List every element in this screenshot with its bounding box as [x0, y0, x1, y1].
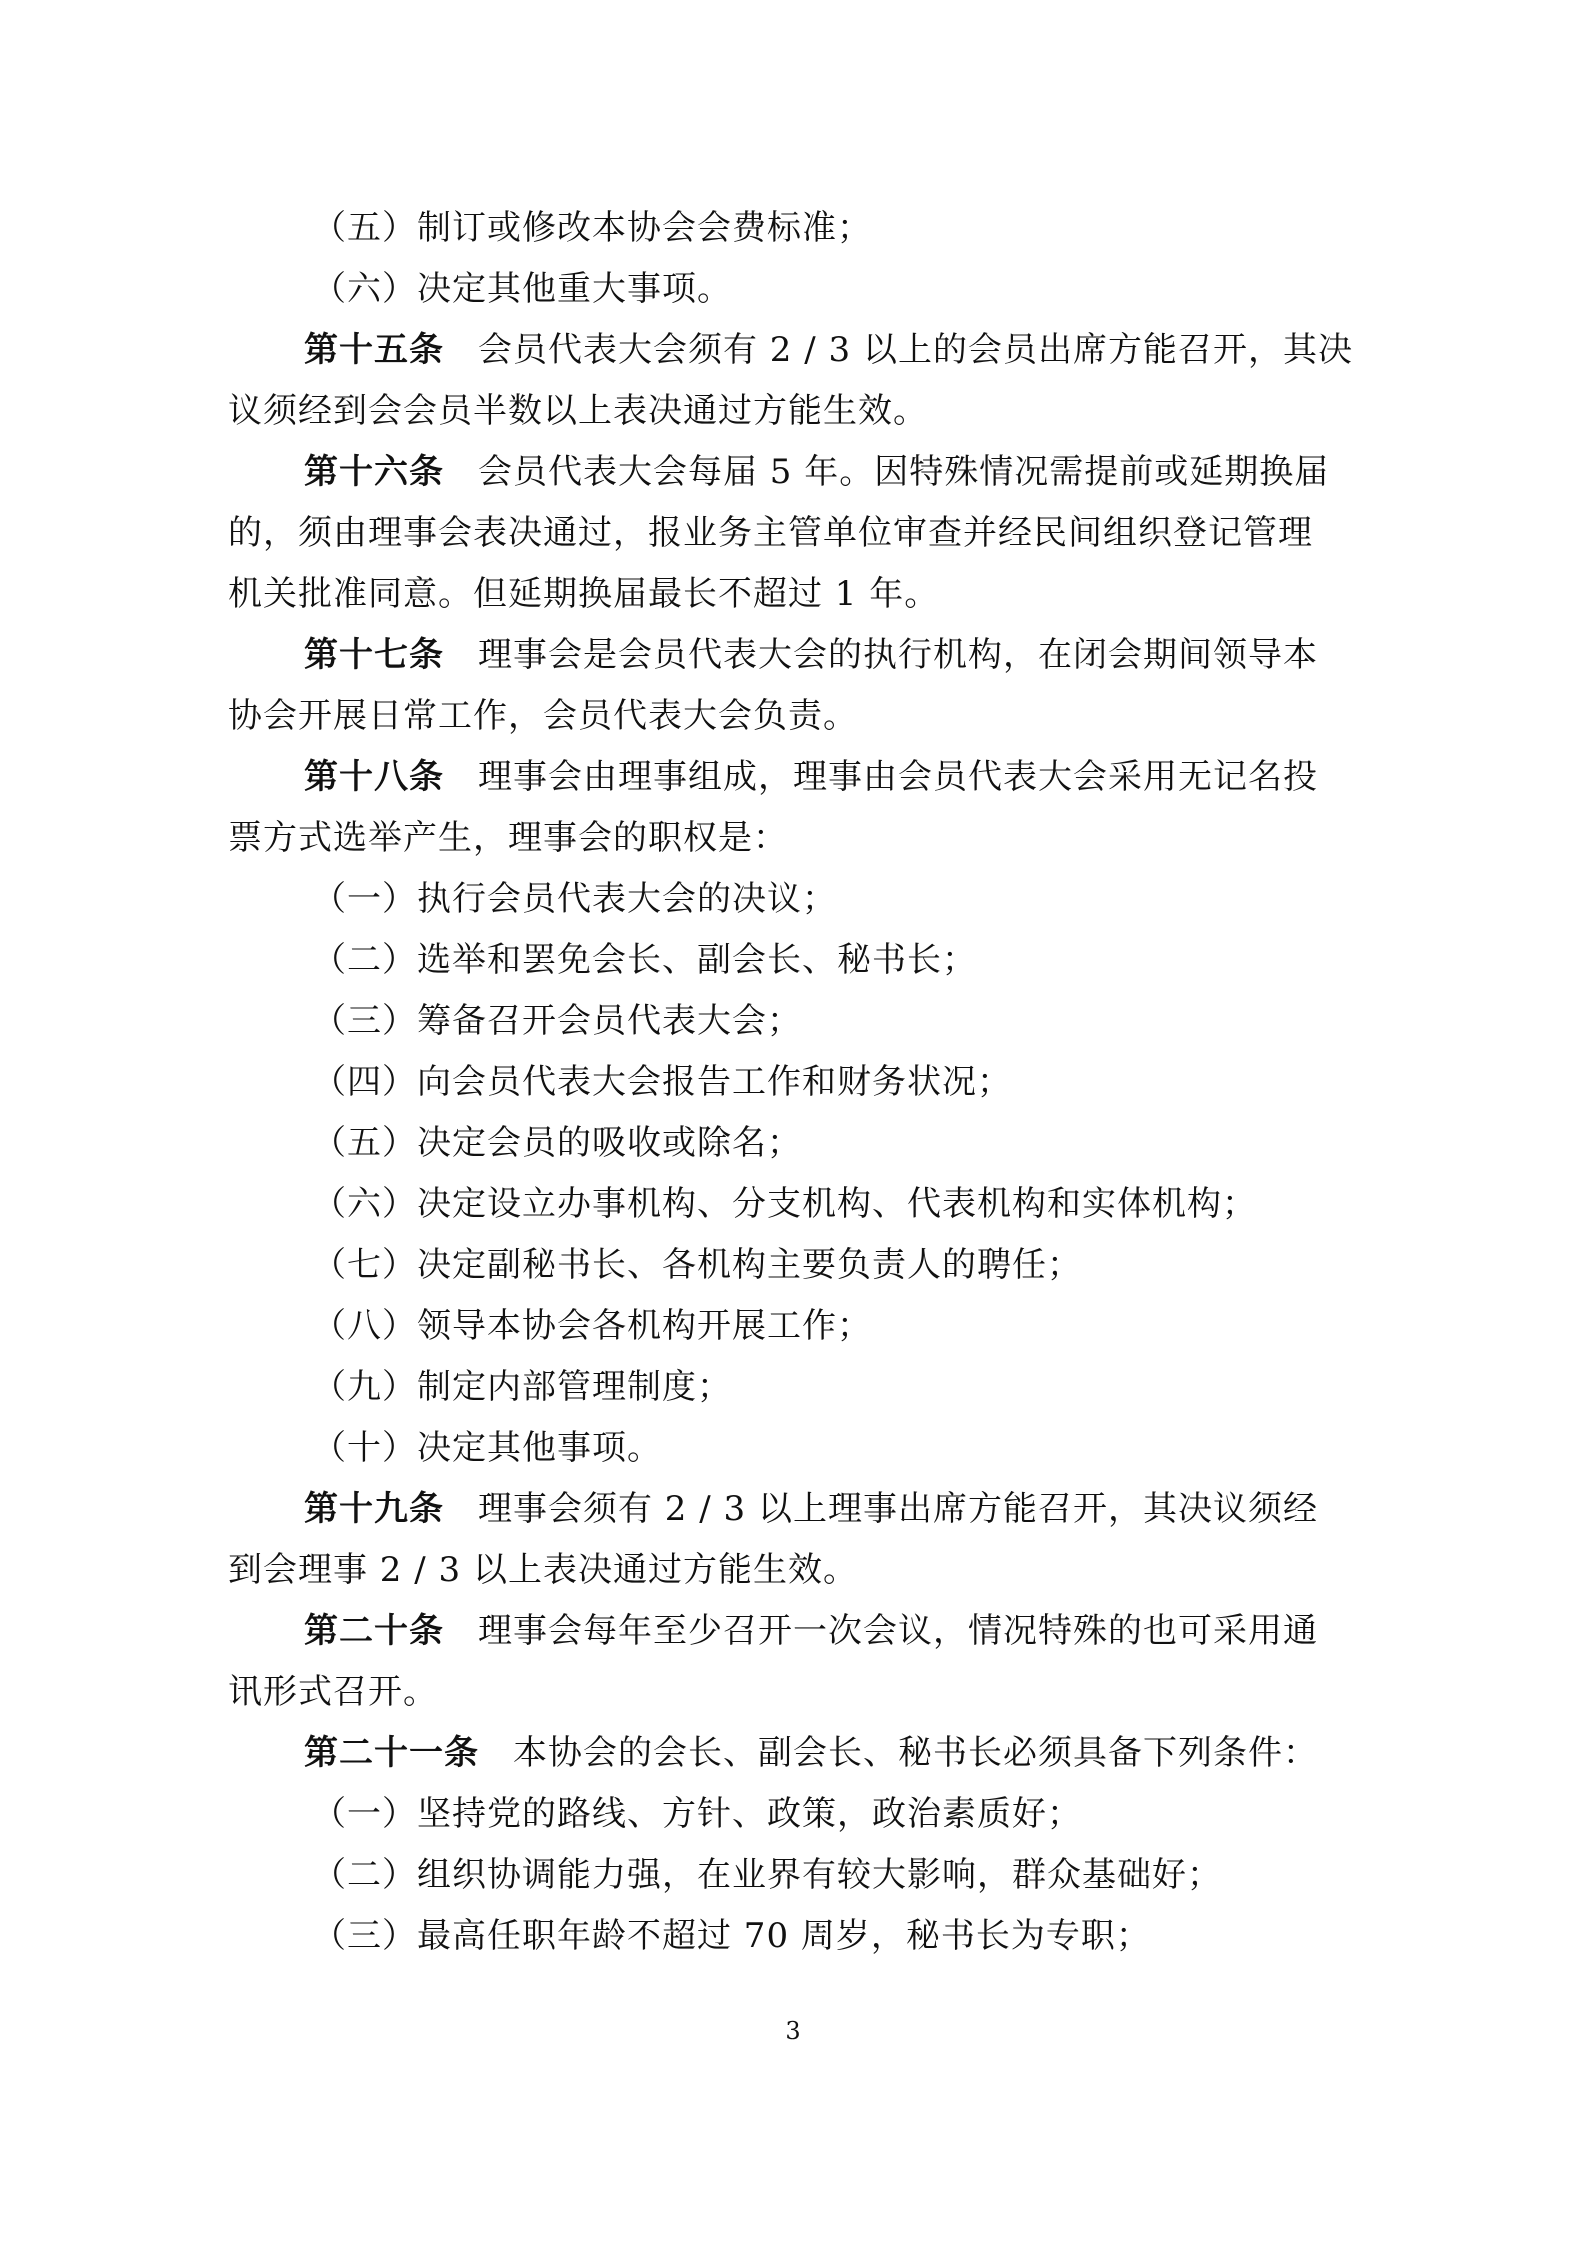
list-item-text: （八）领导本协会各机构开展工作； — [312, 1306, 872, 1346]
list-item — [228, 1235, 1388, 1296]
list-item-text: （五）制订或修改本协会会费标准； — [312, 208, 872, 248]
article-line — [228, 1723, 1388, 1784]
paragraph-text: 到会理事 2 / 3 以上表决通过方能生效。 — [228, 1550, 858, 1590]
list-item — [228, 1906, 1388, 1967]
article-label: 第十九条 — [304, 1489, 444, 1529]
paragraph-continuation — [228, 503, 1388, 564]
document-body — [228, 198, 1388, 1967]
list-item-text: （六）决定其他重大事项。 — [312, 269, 732, 309]
list-item — [228, 991, 1388, 1052]
list-item-text: （十）决定其他事项。 — [312, 1428, 662, 1468]
list-item — [228, 1296, 1388, 1357]
list-item-text: （一）坚持党的路线、方针、政策，政治素质好； — [312, 1794, 1082, 1834]
list-item — [228, 1357, 1388, 1418]
article-text: 理事会须有 2 / 3 以上理事出席方能召开，其决议须经 — [478, 1489, 1318, 1529]
article-label: 第二十一条 — [304, 1733, 479, 1773]
article-text: 理事会每年至少召开一次会议，情况特殊的也可采用通 — [478, 1611, 1318, 1651]
list-item — [228, 1174, 1388, 1235]
article-label: 第二十条 — [304, 1611, 444, 1651]
list-item-text: （七）决定副秘书长、各机构主要负责人的聘任； — [312, 1245, 1082, 1285]
paragraph-text: 协会开展日常工作，会员代表大会负责。 — [228, 696, 858, 736]
paragraph-text: 机关批准同意。但延期换届最长不超过 1 年。 — [228, 574, 940, 614]
list-item-text: （九）制定内部管理制度； — [312, 1367, 732, 1407]
list-item-text: （三）最高任职年龄不超过 70 周岁，秘书长为专职； — [312, 1916, 1151, 1956]
paragraph-text: 讯形式召开。 — [228, 1672, 438, 1712]
article-line — [228, 1601, 1388, 1662]
article-text: 本协会的会长、副会长、秘书长必须具备下列条件： — [513, 1733, 1318, 1773]
article-text: 理事会由理事组成，理事由会员代表大会采用无记名投 — [478, 757, 1318, 797]
page-number: 3 — [785, 2017, 801, 2045]
list-item — [228, 869, 1388, 930]
paragraph-continuation — [228, 1662, 1388, 1723]
paragraph-text: 的，须由理事会表决通过，报业务主管单位审查并经民间组织登记管理 — [228, 513, 1313, 553]
list-item-text: （三）筹备召开会员代表大会； — [312, 1001, 802, 1041]
article-line — [228, 625, 1388, 686]
list-item — [228, 1052, 1388, 1113]
list-item — [228, 1418, 1388, 1479]
list-item — [228, 1845, 1388, 1906]
list-item-text: （一）执行会员代表大会的决议； — [312, 879, 837, 919]
article-label: 第十八条 — [304, 757, 444, 797]
paragraph-continuation — [228, 808, 1388, 869]
paragraph-continuation — [228, 1540, 1388, 1601]
article-label: 第十七条 — [304, 635, 444, 675]
list-item — [228, 930, 1388, 991]
article-text: 会员代表大会每届 5 年。因特殊情况需提前或延期换届 — [478, 452, 1330, 492]
list-item-text: （二）选举和罢免会长、副会长、秘书长； — [312, 940, 977, 980]
article-line — [228, 747, 1388, 808]
article-label: 第十五条 — [304, 330, 444, 370]
paragraph-continuation — [228, 686, 1388, 747]
list-item — [228, 198, 1388, 259]
list-item-text: （五）决定会员的吸收或除名； — [312, 1123, 802, 1163]
article-text: 理事会是会员代表大会的执行机构，在闭会期间领导本 — [478, 635, 1318, 675]
paragraph-text: 票方式选举产生，理事会的职权是： — [228, 818, 788, 858]
list-item — [228, 259, 1388, 320]
list-item — [228, 1784, 1388, 1845]
list-item — [228, 1113, 1388, 1174]
article-line — [228, 442, 1388, 503]
article-line — [228, 1479, 1388, 1540]
paragraph-continuation — [228, 381, 1388, 442]
list-item-text: （二）组织协调能力强，在业界有较大影响，群众基础好； — [312, 1855, 1222, 1895]
paragraph-text: 议须经到会会员半数以上表决通过方能生效。 — [228, 391, 928, 431]
article-line — [228, 320, 1388, 381]
list-item-text: （四）向会员代表大会报告工作和财务状况； — [312, 1062, 1012, 1102]
article-label: 第十六条 — [304, 452, 444, 492]
article-text: 会员代表大会须有 2 / 3 以上的会员出席方能召开，其决 — [478, 330, 1353, 370]
list-item-text: （六）决定设立办事机构、分支机构、代表机构和实体机构； — [312, 1184, 1257, 1224]
paragraph-continuation — [228, 564, 1388, 625]
